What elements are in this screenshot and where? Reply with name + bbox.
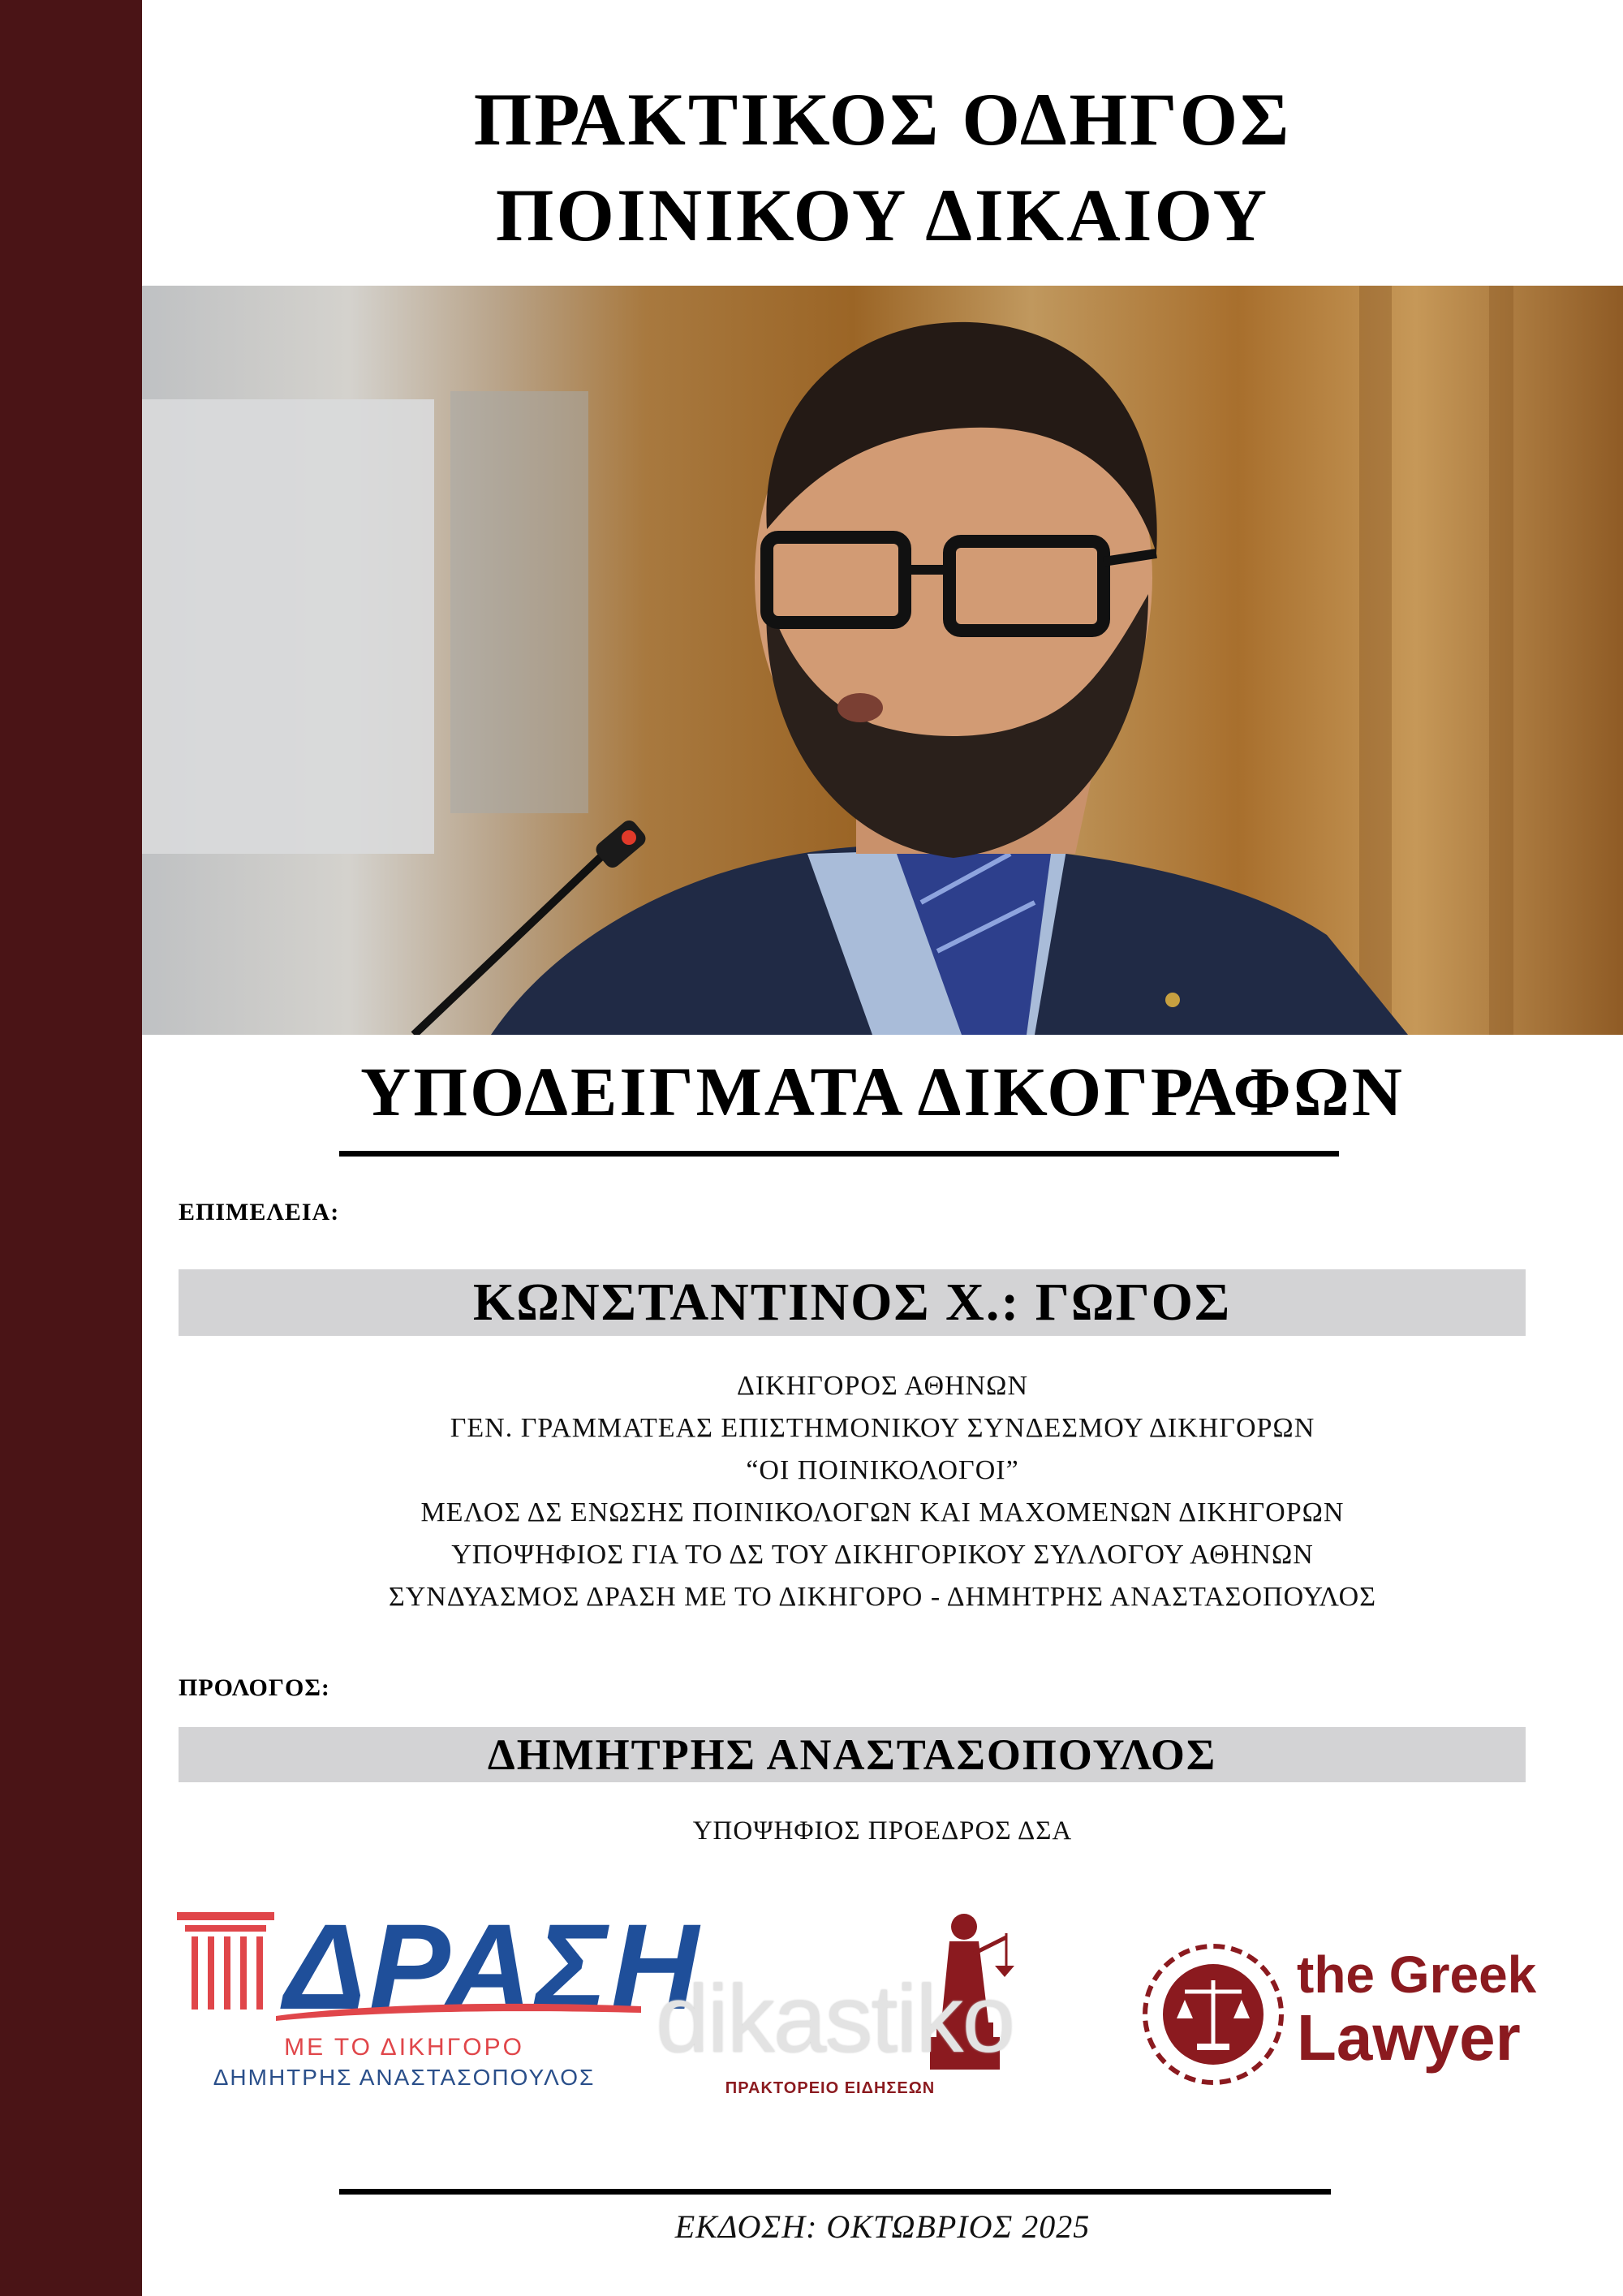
credential-line: ΜΕΛΟΣ ΔΣ ΕΝΩΣΗΣ ΠΟΙΝΙΚΟΛΟΓΩΝ ΚΑΙ ΜΑΧΟΜΕΝΩΝ ΔΙΚΗΓΟΡΩΝ: [420, 1497, 1345, 1527]
credential-line: ΔΙΚΗΓΟΡΟΣ ΑΘΗΝΩΝ: [736, 1371, 1029, 1401]
drasi-swoosh: [276, 1998, 641, 2022]
editor-credentials: [142, 1365, 1623, 1618]
dikastiko-logo-word: dikastiko: [656, 1966, 1014, 2073]
document-subtitle: ΥΠΟΔΕΙΓΜΑΤΑ ΔΙΚΟΓΡΑΦΩΝ: [360, 1053, 1405, 1131]
cover-photo: [142, 286, 1623, 1035]
dikastiko-logo-sub: ΠΡΑΚΤΟΡΕΙΟ ΕΙΔΗΣΕΩΝ: [725, 2079, 936, 2097]
drasi-logo-word: ΔΡΑΣΗ: [284, 1898, 702, 2035]
scales-laurel-icon: [1140, 1941, 1286, 2087]
drasi-column-icon: [177, 1912, 274, 2026]
foreword-name: ΔΗΜΗΤΡΗΣ ΑΝΑΣΤΑΣΟΠΟΥΛΟΣ: [487, 1730, 1217, 1779]
speaker-portrait-illustration: [142, 286, 1623, 1035]
editor-name-bar: [179, 1269, 1526, 1336]
credential-line: “ΟΙ ΠΟΙΝΙΚΟΛΟΓΟΙ”: [746, 1455, 1019, 1485]
subtitle-underline: [339, 1151, 1339, 1157]
foreword-role: ΥΠΟΨΗΦΙΟΣ ΠΡΟΕΔΡΟΣ ΔΣΑ: [692, 1816, 1073, 1846]
credential-line: ΓΕΝ. ΓΡΑΜΜΑΤΕΑΣ ΕΠΙΣΤΗΜΟΝΙΚΟΥ ΣΥΝΔΕΣΜΟΥ ΔΙΚΗΓΟΡΩΝ: [450, 1413, 1315, 1443]
credential-line: ΥΠΟΨΗΦΙΟΣ ΓΙΑ ΤΟ ΔΣ ΤΟΥ ΔΙΚΗΓΟΡΙΚΟΥ ΣΥΛΛΟΓΟΥ ΑΘΗΝΩΝ: [451, 1540, 1314, 1570]
edition-note: ΕΚΔΟΣΗ: ΟΚΤΩΒΡΙΟΣ 2025: [674, 2208, 1091, 2245]
editor-label: ΕΠΙΜΕΛΕΙΑ:: [179, 1199, 340, 1226]
editor-name: ΚΩΝΣΤΑΝΤΙΝΟΣ Χ.: ΓΩΓΟΣ: [472, 1273, 1232, 1332]
foreword-name-bar: [179, 1727, 1526, 1782]
book-title: [142, 71, 1623, 263]
credential-line: ΣΥΝΔΥΑΣΜΟΣ ΔΡΑΣΗ ΜΕ ΤΟ ΔΙΚΗΓΟΡΟ - ΔΗΜΗΤΡΗΣ ΑΝΑΣΤΑΣΟΠΟΥΛΟΣ: [388, 1582, 1377, 1612]
drasi-logo-line-1: ΜΕ ΤΟ ΔΙΚΗΓΟΡΟ: [284, 2034, 524, 2061]
greek-lawyer-logo-line-2: Lawyer: [1297, 2001, 1521, 2074]
footer-rule: [339, 2189, 1331, 2195]
title-line-1: ΠΡΑΚΤΙΚΟΣ ΟΔΗΓΟΣ: [473, 78, 1292, 161]
drasi-logo-line-2: ΔΗΜΗΤΡΗΣ ΑΝΑΣΤΑΣΟΠΟΥΛΟΣ: [213, 2065, 596, 2090]
title-line-2: ΠΟΙΝΙΚΟΥ ΔΙΚΑΙΟΥ: [495, 174, 1270, 256]
foreword-label: ΠΡΟΛΟΓΟΣ:: [179, 1674, 330, 1701]
spine-band: [0, 0, 142, 2296]
greek-lawyer-logo-line-1: the Greek: [1297, 1945, 1537, 2004]
